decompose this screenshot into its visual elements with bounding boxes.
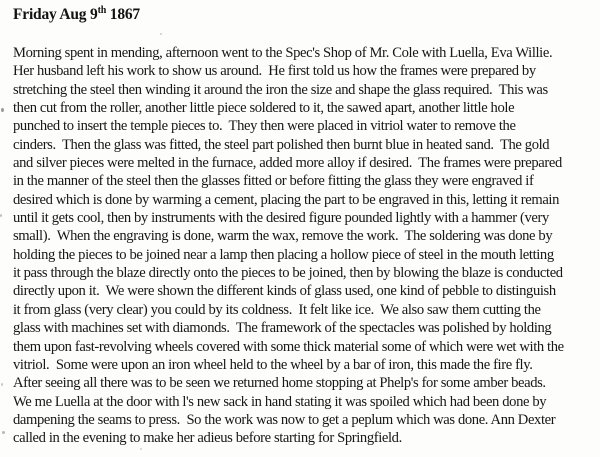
text-line: We me Luella at the door with l's new sack in hand stating it was spoiled which had been done by	[13, 393, 547, 410]
text-line: until it gets cool, then by instruments with the desired figure pounded lightly with a hammer (very	[13, 210, 549, 227]
scan-speck	[140, 448, 142, 450]
scan-speck	[1, 383, 3, 386]
entry-date-prefix: Friday Aug 9	[13, 6, 98, 23]
text-line: Her husband left his work to show us around. He first told us how the frames were prepared by	[13, 63, 536, 80]
entry-body	[13, 44, 597, 448]
entry-date-ordinal: th	[97, 4, 107, 16]
text-line: desired which is done by warming a cement, placing the part to be engraved in this, letting it remain	[13, 191, 560, 208]
text-line: stretching the steel then winding it around the iron the size and shape the glass required. This was	[13, 81, 548, 98]
text-line: glass with machines set with diamonds. The framework of the spectacles was polished by holding	[13, 320, 552, 337]
text-line: small). When the engraving is done, warm the wax, remove the work. The soldering was done by	[13, 228, 553, 245]
entry-date-year: 1867	[106, 6, 140, 23]
text-line: dampening the seams to press. So the work was now to get a peplum which was done. Ann Dexter	[13, 411, 556, 428]
text-line: and silver pieces were melted in the furnace, added more alloy if desired. The frames were prepared	[13, 155, 562, 172]
scan-speck	[1, 108, 4, 112]
text-line: punched to insert the temple pieces to. They then were placed in vitriol water to remove the	[13, 118, 516, 135]
text-line: in the manner of the steel then the glasses fitted or before fitting the glass they were engraved if	[13, 173, 534, 190]
text-line: then cut from the roller, another little piece soldered to it, the sawed apart, another little hole	[13, 100, 515, 117]
text-line: called in the evening to make her adieus before starting for Springfield.	[13, 430, 402, 447]
text-line: them upon fast-revolving wheels covered with some thick material some of which were wet with the	[13, 338, 564, 355]
scan-speck	[2, 431, 5, 434]
entry-date-heading	[13, 6, 140, 24]
text-line: After seeing all there was to be seen we returned home stopping at Phelp's for some amber beads.	[13, 375, 546, 392]
text-line: directly upon it. We were shown the different kinds of glass used, one kind of pebble to distinguish	[13, 283, 556, 300]
text-line: it pass through the blaze directly onto the pieces to be joined, then by blowing the blaze is conducted	[13, 265, 563, 282]
text-line: Morning spent in mending, afternoon went to the Spec's Shop of Mr. Cole with Luella, Eva Willie.	[13, 45, 553, 61]
text-line: vitriol. Some were upon an iron wheel held to the wheel by a bar of iron, this made the fire fly.	[13, 356, 533, 373]
text-line: holding the pieces to be joined near a lamp then placing a hollow piece of steel in the mouth letting	[13, 246, 554, 263]
scan-speck	[160, 33, 162, 35]
scan-speck	[0, 214, 2, 217]
text-line: cinders. Then the glass was fitted, the steel part polished then burnt blue in heated sand. The gold	[13, 136, 550, 153]
text-line: it from glass (very clear) you could by its coldness. It felt like ice. We also saw them cutting the	[13, 301, 541, 318]
